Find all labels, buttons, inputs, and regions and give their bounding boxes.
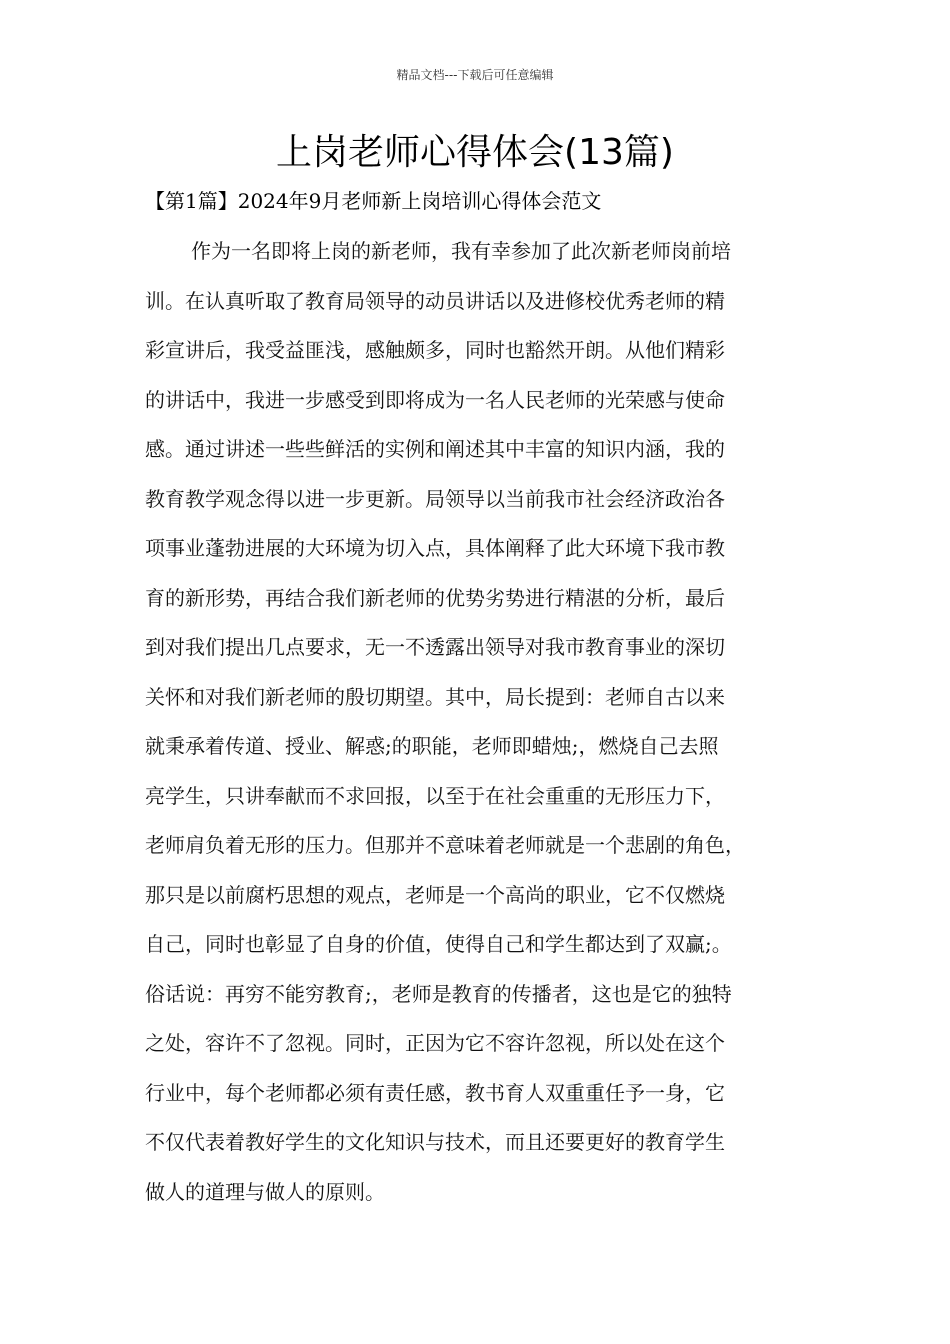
body-paragraph bbox=[145, 227, 827, 1217]
paragraph-line: 作为一名即将上岗的新老师，我有幸参加了此次新老师岗前培 bbox=[191, 239, 731, 263]
section-heading: 【第1篇】2024年9月老师新上岗培训心得体会范文 bbox=[145, 189, 602, 213]
paragraph-line: 老师肩负着无形的压力。但那并不意味着老师就是一个悲剧的角色， bbox=[145, 833, 745, 857]
paragraph-line: 育的新形势，再结合我们新老师的优势劣势进行精湛的分析，最后 bbox=[145, 585, 725, 610]
paragraph-line: 自己，同时也彰显了自身的价值，使得自己和学生都达到了双赢;。 bbox=[145, 932, 732, 956]
paragraph-line: 做人的道理与做人的原则。 bbox=[145, 1179, 385, 1204]
paragraph-line: 彩宣讲后，我受益匪浅，感触颇多，同时也豁然开朗。从他们精彩 bbox=[145, 338, 725, 362]
paragraph-line: 行业中，每个老师都必须有责任感，教书育人双重重任予一身，它 bbox=[145, 1080, 725, 1105]
page-header: 精品文档---下载后可任意编辑 bbox=[396, 68, 554, 82]
paragraph-line: 项事业蓬勃进展的大环境为切入点，具体阐释了此大环境下我市教 bbox=[145, 536, 725, 560]
paragraph-line: 那只是以前腐朽思想的观点，老师是一个高尚的职业，它不仅燃烧 bbox=[145, 882, 725, 907]
document-title: 上岗老师心得体会(13篇) bbox=[276, 132, 674, 173]
paragraph-line: 俗话说：再穷不能穷教育;，老师是教育的传播者，这也是它的独特 bbox=[145, 981, 732, 1006]
paragraph-line: 就秉承着传道、授业、解惑;的职能，老师即蜡烛;，燃烧自己去照 bbox=[145, 734, 719, 758]
paragraph-line: 到对我们提出几点要求，无一不透露出领导对我市教育事业的深切 bbox=[145, 635, 725, 659]
paragraph-line: 亮学生，只讲奉献而不求回报，以至于在社会重重的无形压力下， bbox=[145, 783, 725, 808]
paragraph-line: 感。通过讲述一些些鲜活的实例和阐述其中丰富的知识内涵，我的 bbox=[145, 437, 725, 461]
paragraph-line: 不仅代表着教好学生的文化知识与技术，而且还要更好的教育学生 bbox=[145, 1130, 725, 1154]
paragraph-line: 训。在认真听取了教育局领导的动员讲话以及进修校优秀老师的精 bbox=[145, 288, 725, 313]
paragraph-line: 之处，容许不了忽视。同时，正因为它不容许忽视，所以处在这个 bbox=[145, 1031, 725, 1055]
paragraph-line: 的讲话中，我进一步感受到即将成为一名人民老师的光荣感与使命 bbox=[145, 387, 725, 412]
paragraph-line: 关怀和对我们新老师的殷切期望。其中，局长提到：老师自古以来 bbox=[145, 684, 725, 709]
paragraph-line: 教育教学观念得以进一步更新。局领导以当前我市社会经济政治各 bbox=[145, 486, 725, 511]
